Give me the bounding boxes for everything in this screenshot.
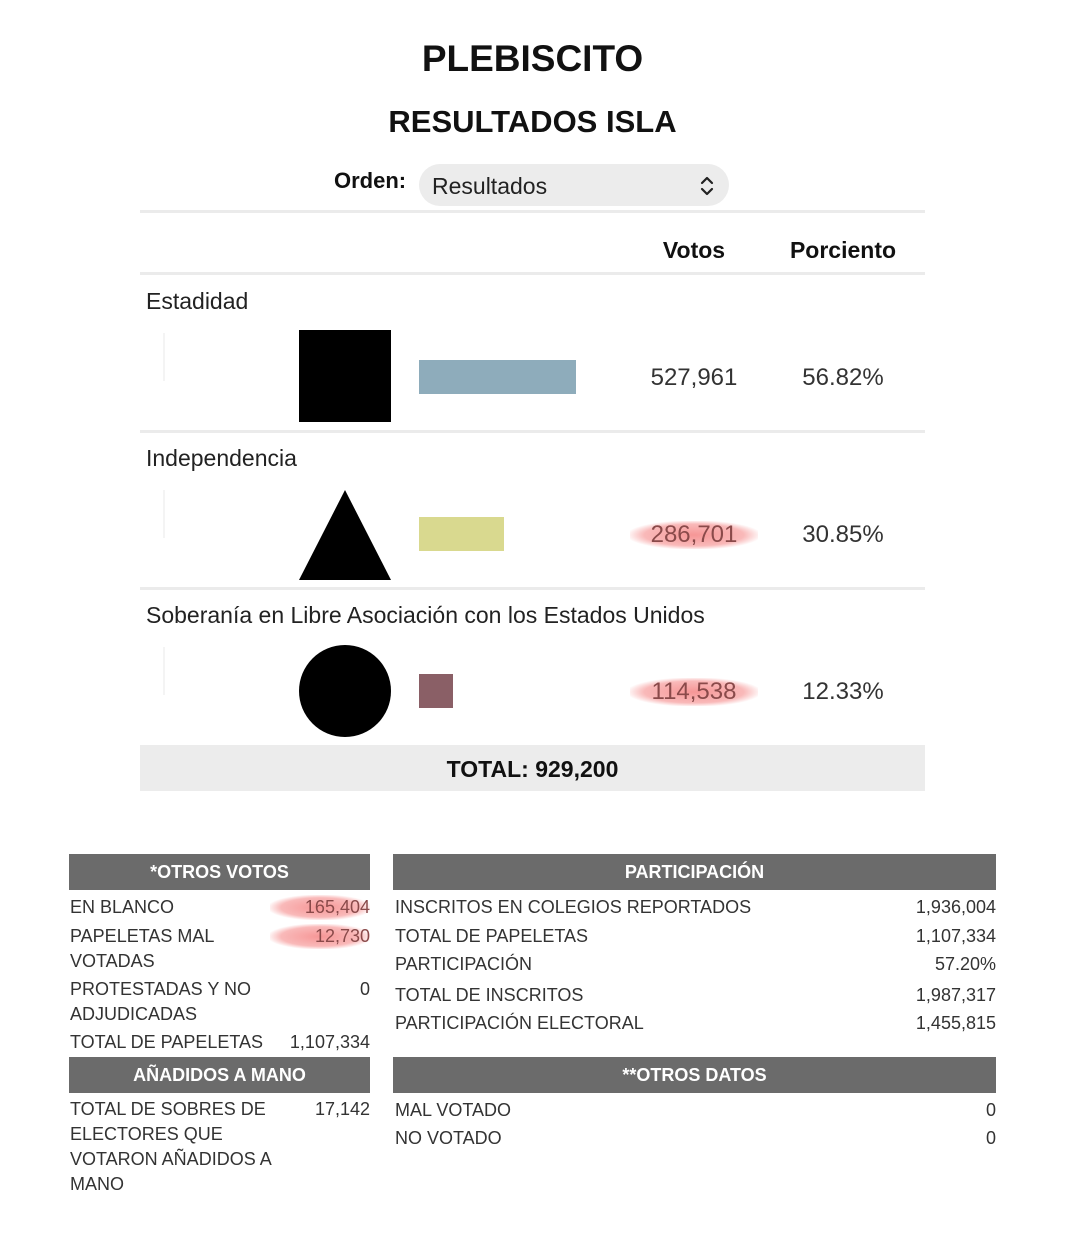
result-bar bbox=[419, 674, 453, 708]
otros-datos-header: **OTROS DATOS bbox=[393, 1057, 996, 1093]
column-header-percent: Porciento bbox=[789, 237, 897, 263]
otros-votos-header: *OTROS VOTOS bbox=[69, 854, 370, 890]
participacion-electoral-label: PARTICIPACIÓN ELECTORAL bbox=[395, 1013, 644, 1033]
participacion-label: PARTICIPACIÓN bbox=[395, 954, 533, 974]
sobres-anadidos-value: 17,142 bbox=[314, 1099, 370, 1119]
votes-value: 527,961 bbox=[650, 364, 738, 391]
order-label: Orden: bbox=[334, 168, 407, 193]
en-blanco-label: EN BLANCO bbox=[70, 897, 175, 917]
faint-mark bbox=[163, 647, 189, 695]
page-subtitle: RESULTADOS ISLA bbox=[388, 104, 677, 139]
total-inscritos-value: 1,987,317 bbox=[915, 985, 996, 1005]
result-bar bbox=[419, 517, 504, 551]
participacion-value: 57.20% bbox=[934, 954, 996, 974]
total-papeletas-label: TOTAL DE PAPELETAS bbox=[395, 926, 589, 946]
inscritos-colegios-value: 1,936,004 bbox=[915, 897, 996, 917]
percent-value: 56.82% bbox=[802, 364, 884, 391]
circle-icon bbox=[299, 645, 391, 737]
order-select[interactable] bbox=[419, 164, 729, 206]
votes-value: 114,538 bbox=[630, 678, 758, 706]
candidate-name: Independencia bbox=[146, 445, 297, 471]
total-papeletas-label: TOTAL DE PAPELETAS bbox=[70, 1032, 264, 1052]
participacion-electoral-value: 1,455,815 bbox=[915, 1013, 996, 1033]
order-select-value: Resultados bbox=[432, 173, 548, 199]
mal-votado-label: MAL VOTADO bbox=[395, 1100, 512, 1120]
chevron-updown-icon bbox=[699, 175, 715, 197]
mal-votadas-label: PAPELETAS MAL VOTADAS bbox=[70, 926, 214, 971]
anadidos-header: AÑADIDOS A MANO bbox=[69, 1057, 370, 1093]
protestadas-value: 0 bbox=[359, 979, 370, 999]
candidate-name: Estadidad bbox=[146, 288, 249, 314]
divider bbox=[140, 587, 925, 590]
participacion-header: PARTICIPACIÓN bbox=[393, 854, 996, 890]
votes-value: 286,701 bbox=[630, 521, 758, 549]
faint-mark bbox=[163, 490, 189, 538]
divider bbox=[140, 430, 925, 433]
faint-mark bbox=[163, 333, 189, 381]
total-votes: TOTAL: 929,200 bbox=[140, 745, 925, 791]
no-votado-label: NO VOTADO bbox=[395, 1128, 502, 1148]
column-header-votes: Votos bbox=[662, 237, 726, 263]
inscritos-colegios-label: INSCRITOS EN COLEGIOS REPORTADOS bbox=[395, 897, 752, 917]
square-icon bbox=[299, 330, 391, 422]
total-papeletas-value: 1,107,334 bbox=[289, 1032, 370, 1052]
sobres-anadidos-label: TOTAL DE SOBRES DE ELECTORES QUE VOTARON AÑADIDOS A MANO bbox=[70, 1099, 271, 1194]
protestadas-label: PROTESTADAS Y NO ADJUDICADAS bbox=[70, 979, 252, 1024]
mal-votadas-value: 12,730 bbox=[270, 924, 370, 949]
percent-value: 12.33% bbox=[802, 678, 884, 705]
triangle-icon bbox=[299, 488, 391, 580]
candidate-name: Soberanía en Libre Asociación con los Estados Unidos bbox=[146, 602, 705, 628]
percent-value: 30.85% bbox=[802, 521, 884, 548]
total-papeletas-value: 1,107,334 bbox=[915, 926, 996, 946]
mal-votado-value: 0 bbox=[985, 1100, 996, 1120]
page-title: PLEBISCITO bbox=[421, 38, 644, 79]
result-bar bbox=[419, 360, 576, 394]
en-blanco-value: 165,404 bbox=[270, 895, 370, 920]
divider bbox=[140, 272, 925, 275]
divider bbox=[140, 210, 925, 213]
total-inscritos-label: TOTAL DE INSCRITOS bbox=[395, 985, 584, 1005]
no-votado-value: 0 bbox=[985, 1128, 996, 1148]
